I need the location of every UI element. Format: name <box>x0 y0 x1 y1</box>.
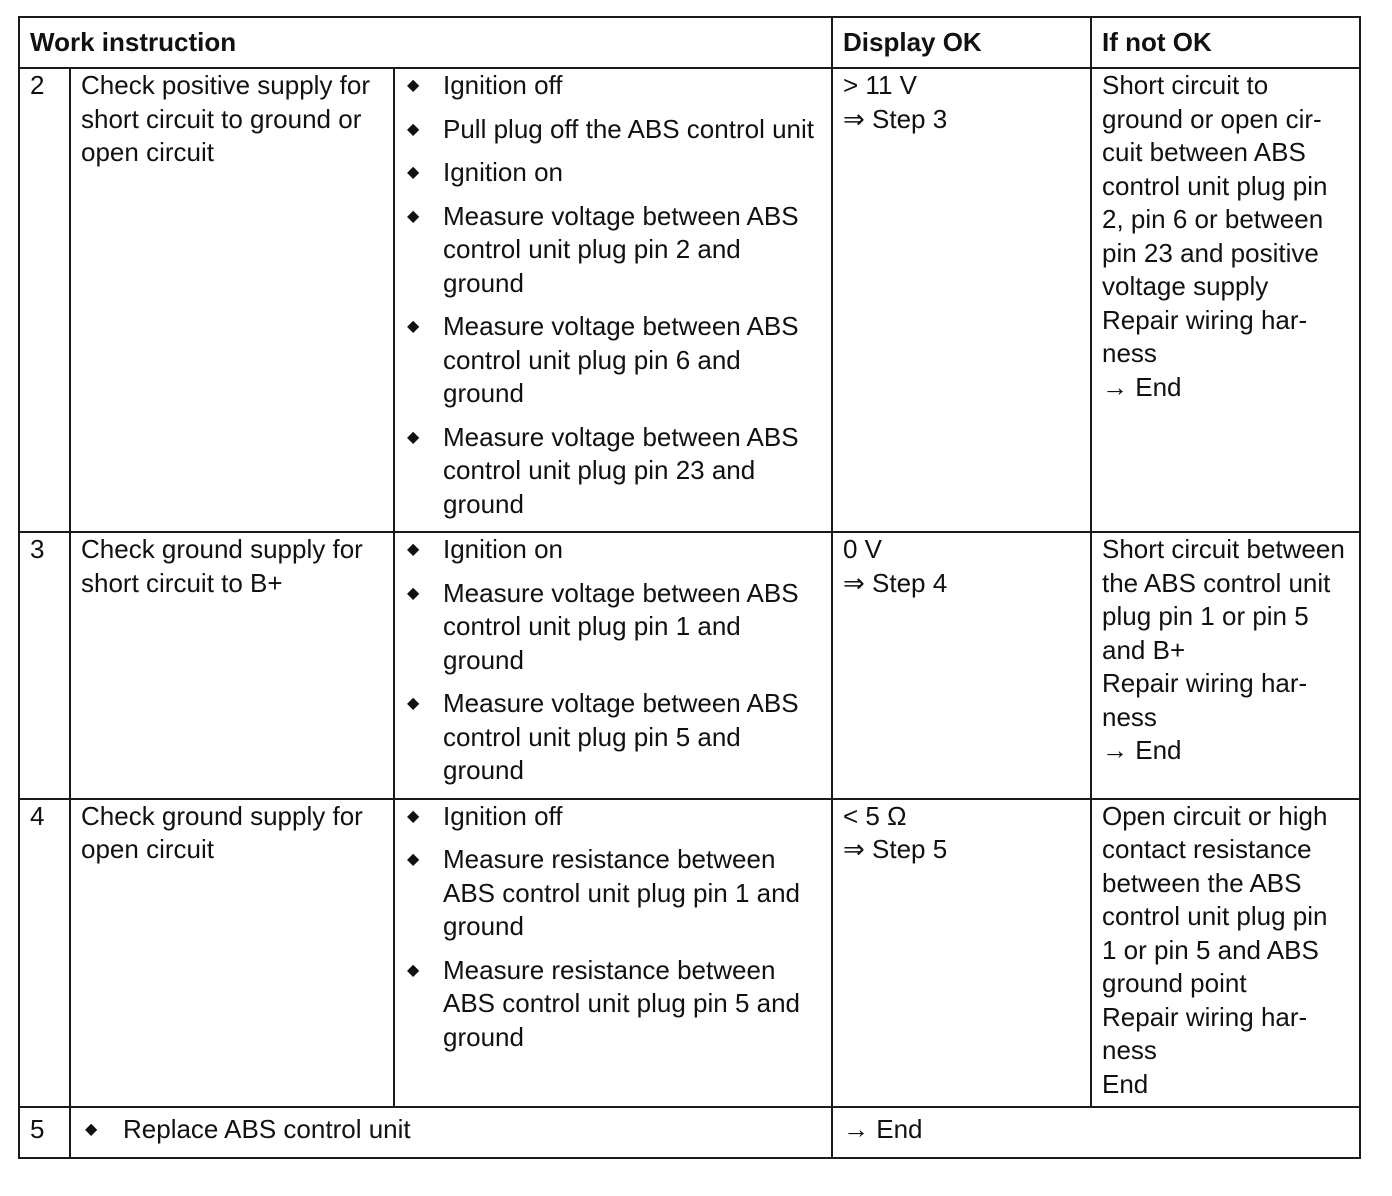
header-work-instruction: Work instruction <box>19 17 832 68</box>
diamond-bullet-icon: ◆ <box>85 1120 98 1138</box>
final-action-text: Replace ABS control unit <box>123 1113 411 1144</box>
header-if-not-ok: If not OK <box>1091 17 1360 68</box>
list-item: ◆ Measure voltage between ABS control unit plug pin 6 and ground <box>407 311 799 408</box>
diamond-bullet-icon: ◆ <box>407 584 420 602</box>
diamond-bullet-icon: ◆ <box>407 961 420 979</box>
work-instruction-table <box>18 16 1361 1159</box>
list-item: ◆ Measure resistance between ABS control unit plug pin 1 and ground <box>407 844 801 941</box>
list-item: ◆ Ignition on <box>405 156 821 190</box>
step-number: 3 <box>19 532 70 799</box>
display-ok-value: > 11 V ⇒ Step 3 <box>832 68 1091 532</box>
diamond-bullet-icon: ◆ <box>407 428 420 446</box>
step-description: Check positive supply for short circuit to ground or open circuit <box>70 68 394 532</box>
display-ok-value: < 5 Ω ⇒ Step 5 <box>832 799 1091 1107</box>
step-description: Check ground supply for open circuit <box>70 799 394 1107</box>
step-number: 5 <box>19 1107 70 1158</box>
if-not-ok-value: Open circuit or high contact resistance between the ABS control unit plug pin 1 or pin 5 and ABS ground point Repair wiring har-ness End <box>1091 799 1360 1107</box>
table-row <box>19 532 1360 799</box>
diamond-bullet-icon: ◆ <box>407 851 420 868</box>
diamond-bullet-icon: ◆ <box>407 164 420 181</box>
list-item: ◆ Ignition off <box>405 800 821 834</box>
list-item: ◆ Measure resistance between ABS control unit plug pin 5 and ground <box>407 954 801 1052</box>
diamond-bullet-icon: ◆ <box>407 318 420 335</box>
list-item: ◆ Measure voltage between ABS control unit plug pin 5 and ground <box>407 688 799 785</box>
step-number: 2 <box>19 68 70 532</box>
final-action <box>70 1107 832 1158</box>
diamond-bullet-icon: ◆ <box>407 807 420 825</box>
table-header-row <box>19 17 1360 68</box>
list-item: ◆ Ignition off <box>405 69 821 103</box>
list-item: ◆ Pull plug off the ABS control unit <box>405 113 821 147</box>
diamond-bullet-icon: ◆ <box>407 207 420 225</box>
list-item: ◆ Measure voltage between ABS control unit plug pin 2 and ground <box>407 200 799 298</box>
table-row-final <box>19 1107 1360 1158</box>
if-not-ok-value: Short circuit to ground or open cir-cuit between ABS control unit plug pin 2, pin 6 or between pin 23 and positive voltage supply Repair wiring har-ness → End <box>1091 68 1360 532</box>
diamond-bullet-icon: ◆ <box>407 77 420 94</box>
table-row <box>19 799 1360 1107</box>
diamond-bullet-icon: ◆ <box>407 120 420 138</box>
diamond-bullet-icon: ◆ <box>407 541 420 558</box>
header-display-ok: Display OK <box>832 17 1091 68</box>
final-result: → End <box>832 1107 1360 1158</box>
diamond-bullet-icon: ◆ <box>407 695 420 712</box>
if-not-ok-value: Short circuit between the ABS control unit plug pin 1 or pin 5 and B+ Repair wiring har-ness → End <box>1091 532 1360 799</box>
table-row <box>19 68 1360 532</box>
list-item: ◆ Ignition on <box>405 533 821 567</box>
step-actions <box>394 799 832 1107</box>
list-item: ◆ Measure voltage between ABS control unit plug pin 23 and ground <box>407 421 799 519</box>
list-item: ◆ Measure voltage between ABS control unit plug pin 1 and ground <box>407 577 799 675</box>
step-actions <box>394 68 832 532</box>
display-ok-value: 0 V ⇒ Step 4 <box>832 532 1091 799</box>
step-description: Check ground supply for short circuit to B+ <box>70 532 394 799</box>
step-actions <box>394 532 832 799</box>
step-number: 4 <box>19 799 70 1107</box>
